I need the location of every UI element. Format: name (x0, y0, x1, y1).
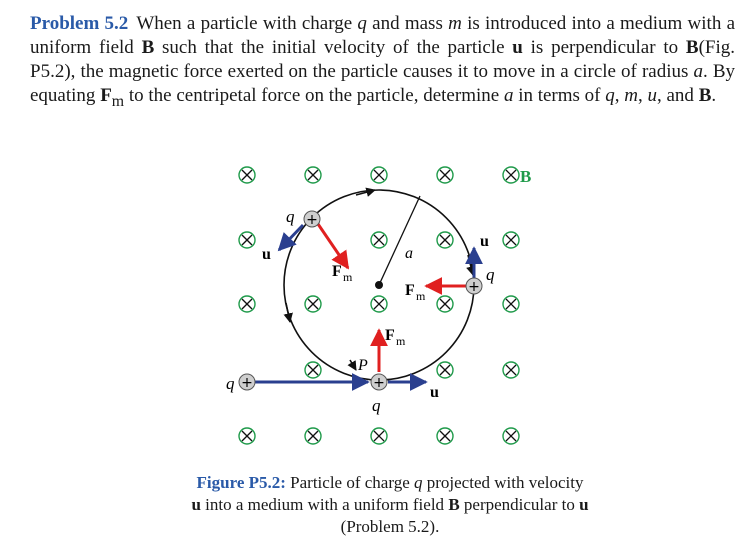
field-into-page-icon (437, 232, 453, 248)
problem-text: (Fig. P5.2), the magnetic force exerted on the particle causes it to move in a circle of radius (30, 37, 735, 82)
field-into-page-icon (437, 428, 453, 444)
field-into-page-icon (305, 362, 321, 378)
field-into-page-icon (371, 296, 387, 312)
field-into-page-icon (437, 362, 453, 378)
field-into-page-icon (503, 428, 519, 444)
symbol-q: q (357, 13, 367, 34)
problem-text: is introduced into a medium with a uniform field (30, 13, 736, 58)
field-into-page-icon (371, 428, 387, 444)
field-into-page-icon (503, 362, 519, 378)
force-label: F (332, 263, 342, 280)
problem-text: to the centripetal force on the particle, determine (124, 85, 504, 106)
path-direction-arrow (350, 360, 356, 370)
charge-upper-left (304, 211, 320, 228)
field-into-page-icon (503, 232, 519, 248)
charge-bottom (371, 374, 387, 391)
symbol-q: q (414, 473, 423, 492)
charge-label-incoming: q (226, 374, 235, 393)
caption-text: perpendicular to (459, 495, 580, 514)
symbol-u: u (512, 37, 523, 58)
caption-text: (Problem 5.2). (340, 517, 440, 536)
charge-label-right: q (486, 265, 495, 284)
symbol-u: u (191, 495, 201, 514)
symbol-q: q (605, 85, 615, 106)
point-label: P (358, 357, 368, 374)
field-into-page-icon (305, 428, 321, 444)
caption-text: into a medium with a uniform field (200, 495, 449, 514)
problem-text: , (638, 85, 648, 106)
velocity-label-upper-left: u (262, 246, 271, 263)
symbol-F: F (100, 85, 112, 106)
field-into-page-icon (239, 167, 255, 183)
symbol-F-subscript: m (111, 92, 125, 110)
field-into-page-icon (239, 296, 255, 312)
center-dot (375, 281, 383, 289)
charge-label-upper-left: q (286, 207, 295, 226)
problem-text: , (614, 85, 625, 106)
symbol-m: m (624, 85, 638, 106)
symbol-u: u (579, 495, 589, 514)
symbol-B: B (698, 85, 712, 106)
charge-symbol: + (468, 279, 480, 295)
force-subscript: m (343, 270, 353, 284)
symbol-B: B (448, 495, 460, 514)
force-label-bottom (385, 327, 406, 348)
problem-number: Problem 5.2 (30, 13, 129, 34)
field-into-page-icon (437, 167, 453, 183)
problem-text: , and (657, 85, 699, 106)
problem-text: in terms of (513, 85, 606, 106)
field-into-page-icon (503, 167, 519, 183)
path-direction-arrow (286, 303, 290, 322)
force-subscript: m (416, 289, 426, 303)
field-into-page-icon (239, 232, 255, 248)
field-into-page-icon (371, 167, 387, 183)
velocity-vector-upper-left (279, 225, 303, 250)
charge-label-bottom: q (372, 396, 381, 415)
symbol-u: u (647, 85, 657, 106)
charge-symbol: + (241, 375, 253, 391)
symbol-a: a (693, 61, 703, 82)
force-label-right (405, 282, 426, 303)
symbol-B: B (141, 37, 155, 58)
field-into-page-icon (239, 428, 255, 444)
caption-text: Particle of charge (285, 473, 414, 492)
field-into-page-icon (437, 296, 453, 312)
symbol-a: a (503, 85, 514, 106)
problem-text: When a particle with charge (136, 13, 358, 34)
figure-caption (190, 472, 590, 538)
force-label-upper-left (332, 263, 353, 284)
field-label: B (520, 167, 532, 186)
force-vector-upper-left (318, 224, 348, 268)
force-label: F (405, 282, 415, 299)
charge-right (466, 278, 482, 295)
problem-text: is perpendicular to (522, 37, 686, 58)
velocity-label-bottom: u (430, 384, 439, 401)
symbol-m: m (448, 13, 462, 34)
problem-text: . By equating (30, 61, 735, 106)
radius-label: a (405, 245, 413, 262)
caption-text: projected with velocity (422, 473, 584, 492)
force-label: F (385, 327, 395, 344)
problem-text: . (711, 85, 717, 106)
charge-symbol: + (373, 375, 385, 391)
charge-incoming (239, 374, 255, 391)
force-subscript: m (396, 334, 406, 348)
field-into-page-icon (305, 167, 321, 183)
field-into-page-icon (305, 296, 321, 312)
charge-symbol: + (306, 212, 318, 228)
field-into-page-icon (371, 232, 387, 248)
field-into-page-icon (503, 296, 519, 312)
velocity-label-right: u (480, 233, 489, 250)
problem-text: such that the initial velocity of the particle (154, 37, 513, 58)
symbol-B: B (685, 37, 699, 58)
problem-text: and mass (366, 13, 449, 34)
caption-label: Figure P5.2: (196, 473, 286, 492)
